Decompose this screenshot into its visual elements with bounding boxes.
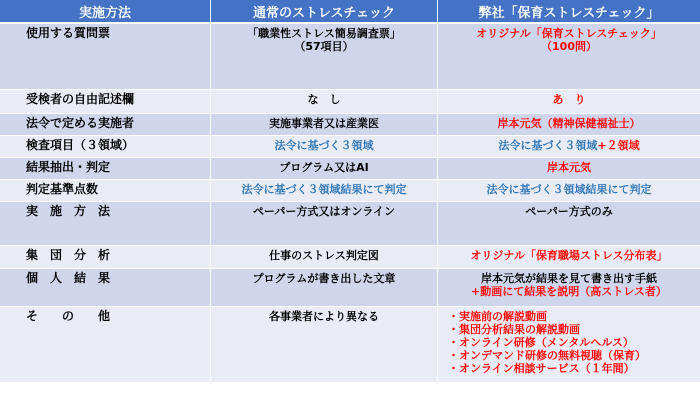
- normal-cell: ペーパー方式又はオンライン: [211, 202, 438, 246]
- table-row: [0, 269, 700, 307]
- cell-text: 法令に基づく３領域: [498, 139, 598, 152]
- table-row: [0, 114, 700, 136]
- header-method: 実施方法: [0, 0, 211, 24]
- our-cell: オリジナル「保育職場ストレス分布表」: [438, 246, 700, 269]
- table-row: [0, 158, 700, 180]
- our-cell: [438, 269, 700, 307]
- row-label: 受検者の自由記述欄: [0, 90, 211, 114]
- our-cell: 法令に基づく３領域結果にて判定: [438, 180, 700, 202]
- table-row: [0, 180, 700, 202]
- cell-text: （57項目）: [294, 40, 354, 53]
- cell-text: オリジナル「保育ストレスチェック」: [476, 27, 662, 40]
- header-normal-check: 通常のストレスチェック: [211, 0, 438, 24]
- row-label: 法令で定める実施者: [0, 114, 211, 136]
- row-label: そ の 他: [0, 307, 211, 383]
- our-cell: 岸本元気: [438, 158, 700, 180]
- cell-text-extra: +動画にて結果を説明（高ストレス者）: [471, 285, 667, 298]
- normal-cell: [211, 24, 438, 90]
- normal-cell: 各事業者により異なる: [211, 307, 438, 383]
- our-cell: [438, 307, 700, 383]
- row-label: 個 人 結 果: [0, 269, 211, 307]
- normal-cell: プログラム又はAI: [211, 158, 438, 180]
- header-row: [0, 0, 700, 24]
- normal-cell: 実施事業者又は産業医: [211, 114, 438, 136]
- list-item: ・オンライン相談サービス（１年間）: [448, 362, 635, 375]
- cell-text-extra: +２領域: [597, 139, 640, 152]
- normal-cell: 仕事のストレス判定図: [211, 246, 438, 269]
- our-cell: [438, 24, 700, 90]
- list-item: ・集団分析結果の解説動画: [448, 323, 580, 336]
- normal-cell: な し: [211, 90, 438, 114]
- row-label: 実 施 方 法: [0, 202, 211, 246]
- row-label: 結果抽出・判定: [0, 158, 211, 180]
- table-row: [0, 246, 700, 269]
- row-label: 検査項目（３領域）: [0, 136, 211, 158]
- our-cell: ペーパー方式のみ: [438, 202, 700, 246]
- table-row: [0, 24, 700, 90]
- list-item: ・オンライン研修（メンタルヘルス）: [448, 336, 634, 349]
- row-label: 使用する質問票: [0, 24, 211, 90]
- normal-cell: 法令に基づく３領域: [211, 136, 438, 158]
- cell-text: 岸本元気が結果を見て書き出す手紙: [481, 272, 657, 285]
- table-row: [0, 202, 700, 246]
- table-row: [0, 90, 700, 114]
- row-label: 判定基準点数: [0, 180, 211, 202]
- our-cell: 岸本元気（精神保健福祉士）: [438, 114, 700, 136]
- table-row: [0, 136, 700, 158]
- cell-text: （100問）: [541, 40, 597, 53]
- normal-cell: 法令に基づく３領域結果にて判定: [211, 180, 438, 202]
- our-cell: [438, 136, 700, 158]
- cell-text: 「職業性ストレス簡易調査票」: [247, 27, 401, 40]
- list-item: ・オンデマンド研修の無料視聴（保育）: [448, 349, 646, 362]
- table-row: [0, 307, 700, 383]
- header-our-check: 弊社「保育ストレスチェック」: [438, 0, 700, 24]
- normal-cell: プログラムが書き出した文章: [211, 269, 438, 307]
- list-item: ・実施前の解説動画: [448, 310, 547, 323]
- row-label: 集 団 分 析: [0, 246, 211, 269]
- our-cell: あ り: [438, 90, 700, 114]
